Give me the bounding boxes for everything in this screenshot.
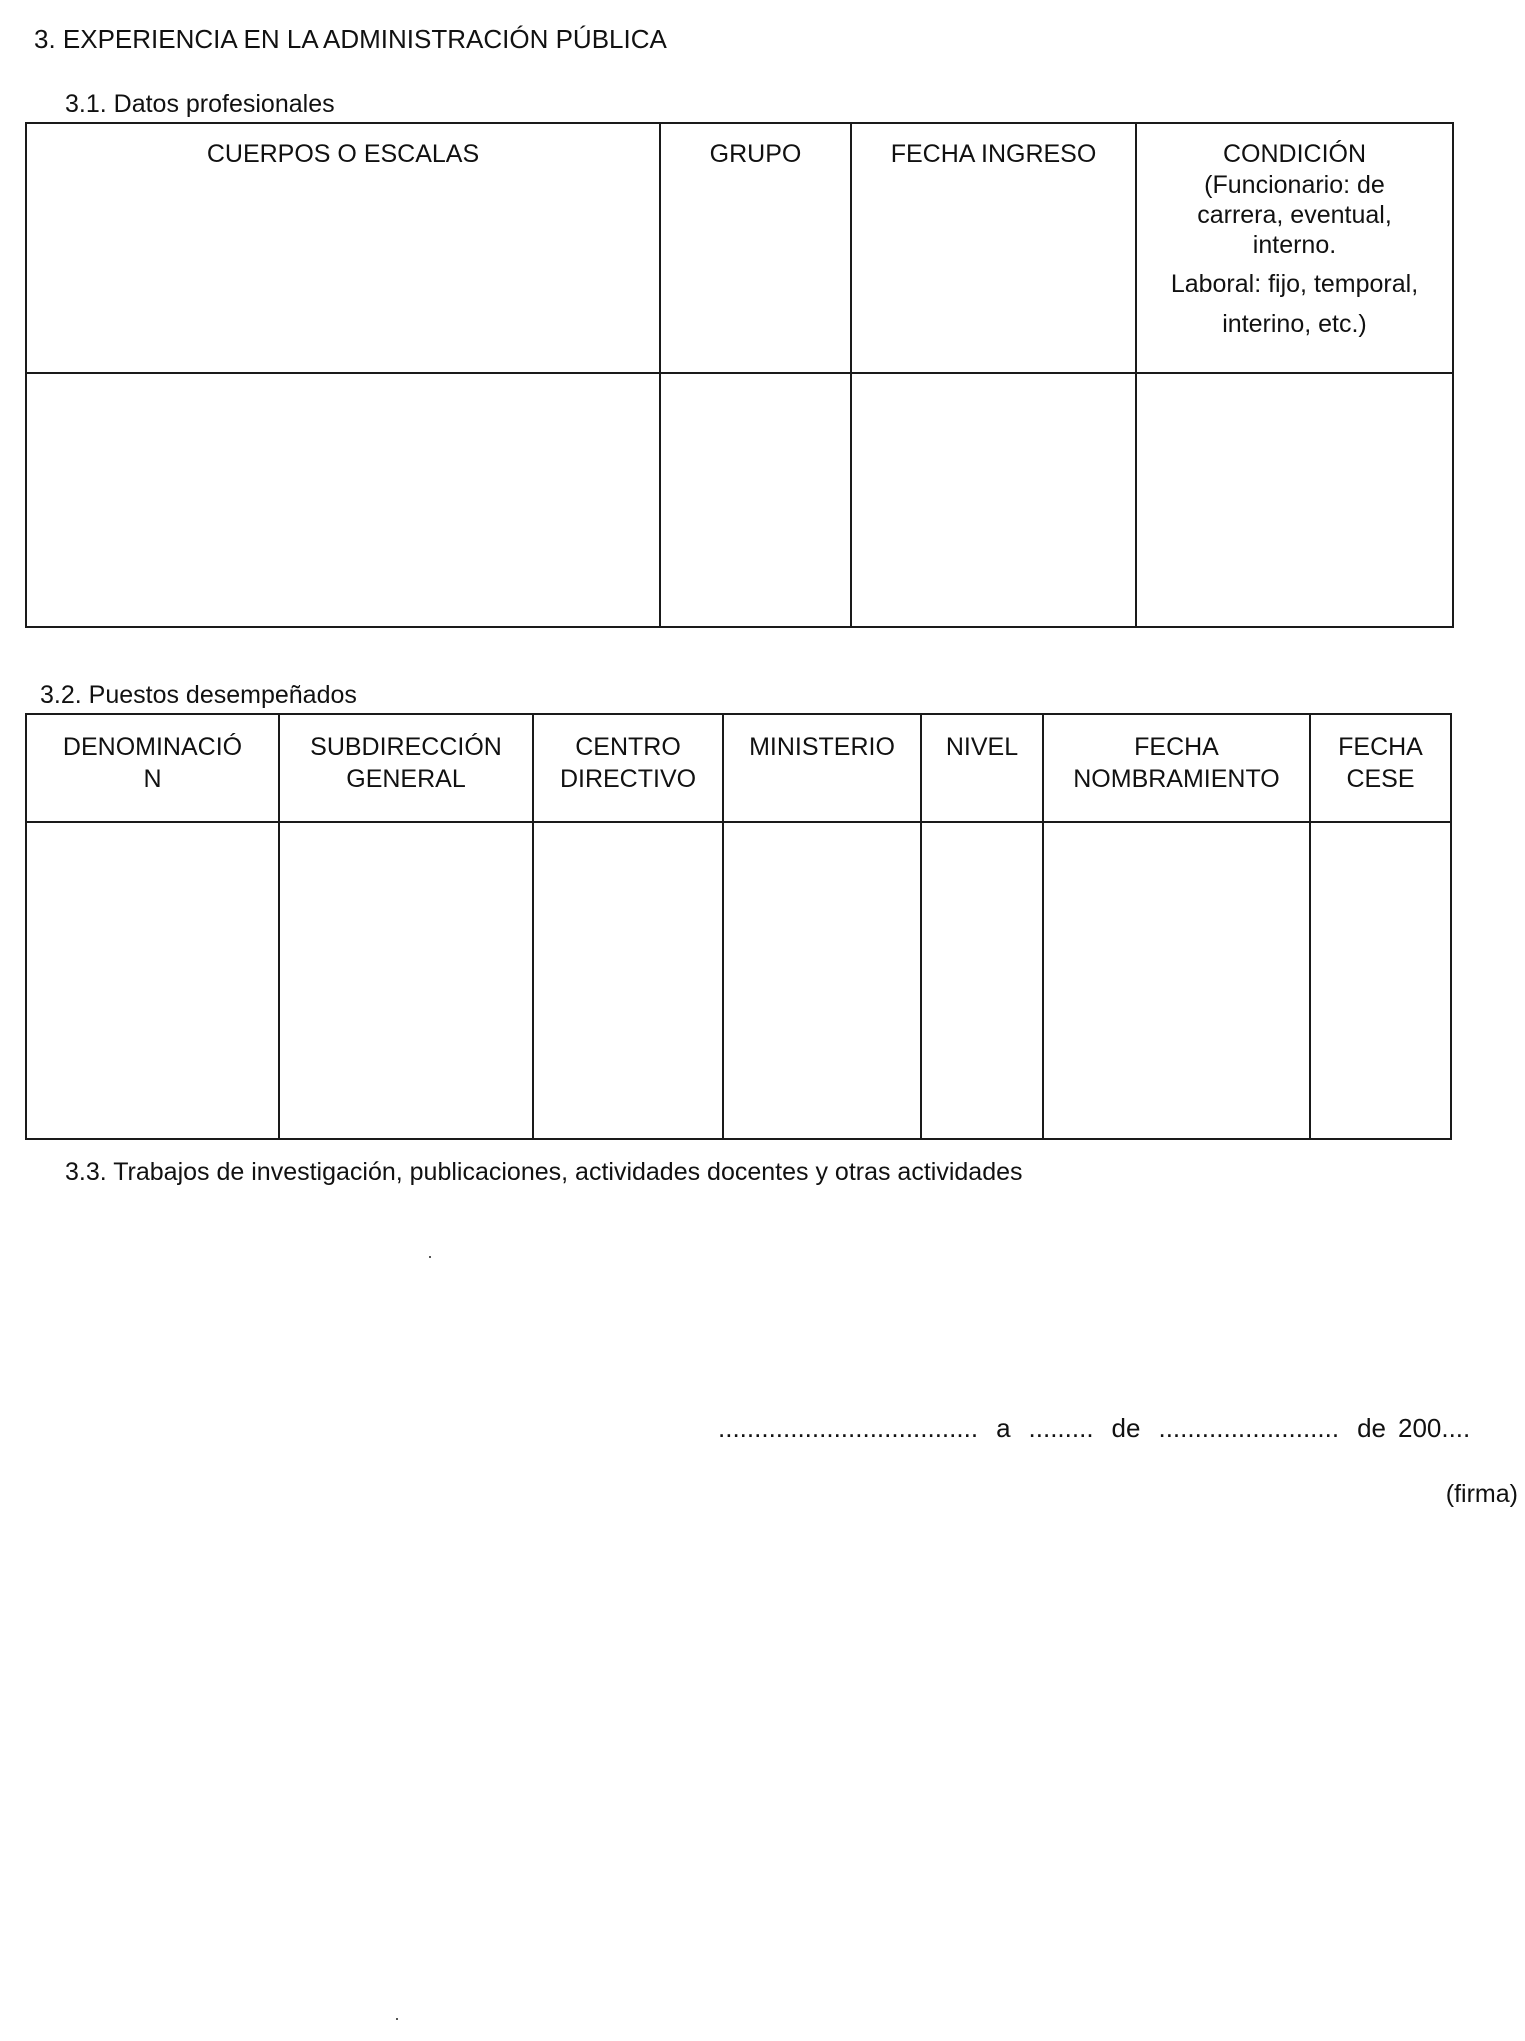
table-header-row: [26, 123, 1453, 373]
day-blank[interactable]: .........: [1028, 1413, 1094, 1443]
year-field[interactable]: 200....: [1397, 1413, 1471, 1443]
header-line: NIVEL: [945, 733, 1019, 761]
scan-speck: [396, 2018, 398, 2020]
cell-fecha-cese-input[interactable]: [1310, 822, 1451, 1139]
cell-denominacion-input[interactable]: [26, 822, 279, 1139]
header-denominacion: [26, 714, 279, 822]
condicion-line: interno.: [1252, 231, 1337, 259]
scan-speck: [429, 1256, 431, 1258]
condicion-line: Laboral: fijo, temporal,: [1170, 270, 1419, 298]
header-subdireccion-general: [279, 714, 533, 822]
header-line: NOMBRAMIENTO: [1073, 765, 1280, 793]
table-header-row: [26, 714, 1451, 822]
subsection-title-3-1: 3.1. Datos profesionales: [65, 90, 335, 118]
header-line: FECHA: [1338, 733, 1423, 761]
header-centro-directivo: [533, 714, 723, 822]
a-label: a: [996, 1413, 1011, 1443]
header-line: SUBDIRECCIÓN: [310, 733, 502, 761]
place-blank[interactable]: ....................................: [718, 1413, 979, 1443]
cell-centro-directivo-input[interactable]: [533, 822, 723, 1139]
cell-condicion-input[interactable]: [1136, 373, 1453, 627]
signature-date-line: [718, 1413, 1470, 1444]
cell-grupo-input[interactable]: [660, 373, 851, 627]
header-line: DENOMINACIÓ: [62, 733, 243, 761]
header-line: MINISTERIO: [749, 733, 895, 761]
de-label: de: [1111, 1413, 1141, 1443]
subsection-title-3-3: 3.3. Trabajos de investigación, publicaciones, actividades docentes y otras actividades: [65, 1158, 1023, 1186]
header-cuerpos-o-escalas: CUERPOS O ESCALAS: [26, 123, 660, 373]
datos-profesionales-table: [25, 122, 1454, 628]
condicion-line: CONDICIÓN: [1222, 140, 1367, 168]
header-fecha-nombramiento: [1043, 714, 1310, 822]
header-line: N: [143, 765, 162, 793]
cell-ministerio-input[interactable]: [723, 822, 921, 1139]
header-line: DIRECTIVO: [559, 765, 697, 793]
header-grupo: GRUPO: [660, 123, 851, 373]
subsection-title-3-2: 3.2. Puestos desempeñados: [40, 681, 357, 709]
header-line: CENTRO: [575, 733, 681, 761]
header-nivel: [921, 714, 1043, 822]
section-title: 3. EXPERIENCIA EN LA ADMINISTRACIÓN PÚBLICA: [34, 24, 667, 54]
cell-subdireccion-input[interactable]: [279, 822, 533, 1139]
condicion-line: interino, etc.): [1222, 310, 1367, 338]
header-line: FECHA: [1134, 733, 1219, 761]
header-fecha-cese: [1310, 714, 1451, 822]
header-condicion: [1136, 123, 1453, 373]
cell-fecha-ingreso-input[interactable]: [851, 373, 1136, 627]
de-label: de: [1357, 1413, 1386, 1443]
condicion-line: (Funcionario: de: [1204, 171, 1385, 199]
cell-cuerpos-input[interactable]: [26, 373, 660, 627]
condicion-line: carrera, eventual,: [1197, 201, 1392, 229]
firma-label: (firma): [1445, 1480, 1518, 1508]
month-blank[interactable]: .........................: [1158, 1413, 1340, 1443]
puestos-desempenados-table: [25, 713, 1452, 1140]
cell-fecha-nombramiento-input[interactable]: [1043, 822, 1310, 1139]
table-row: [26, 822, 1451, 1139]
table-row: [26, 373, 1453, 627]
header-ministerio: [723, 714, 921, 822]
cell-nivel-input[interactable]: [921, 822, 1043, 1139]
header-line: GENERAL: [346, 765, 466, 793]
header-fecha-ingreso: FECHA INGRESO: [851, 123, 1136, 373]
header-line: CESE: [1346, 765, 1415, 793]
